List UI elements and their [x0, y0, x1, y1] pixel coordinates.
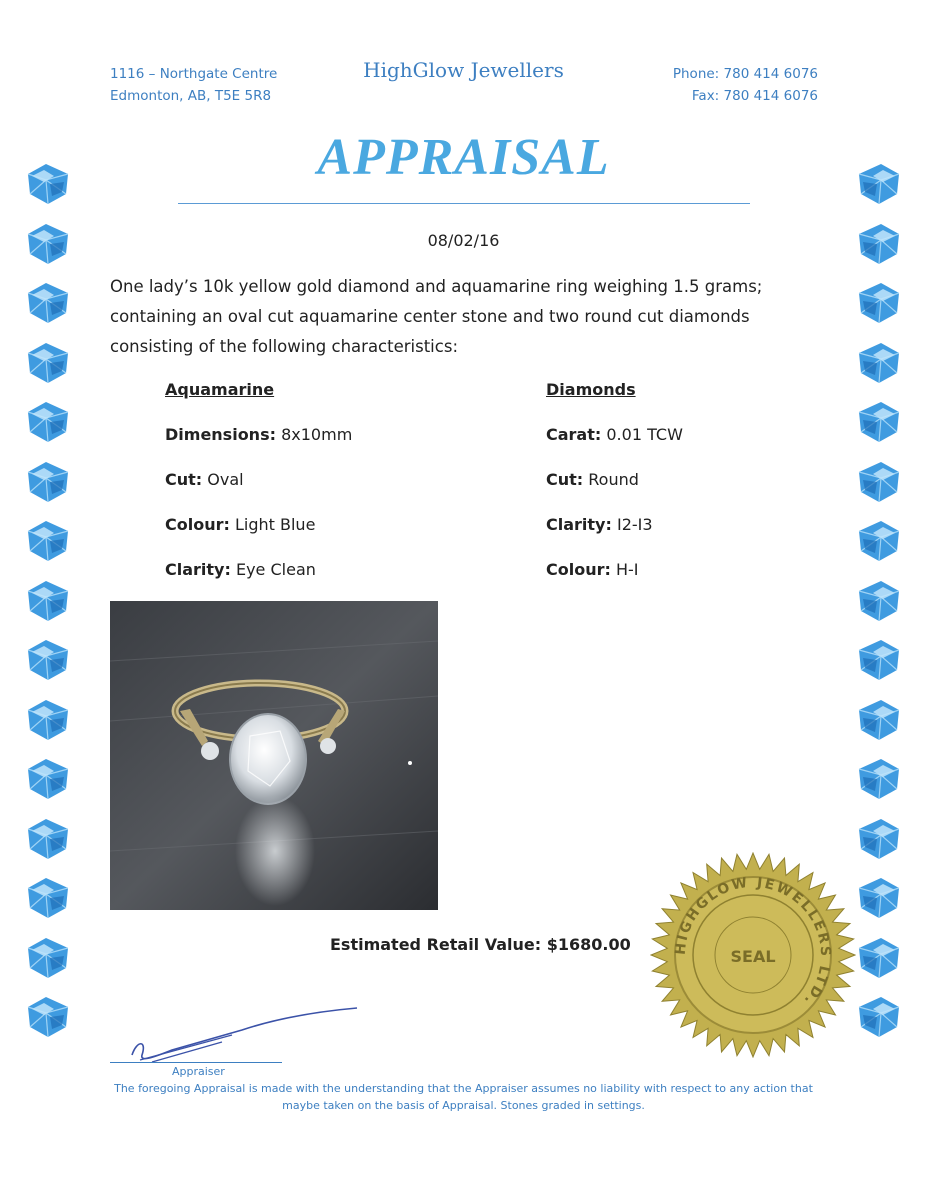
- phone-number: Phone: 780 414 6076: [672, 66, 818, 82]
- diamonds-cut: [546, 470, 639, 489]
- gem-icon: [24, 993, 72, 1045]
- gem-icon: [24, 339, 72, 391]
- diamonds-colour: [546, 560, 639, 579]
- diamonds-carat: [546, 425, 683, 444]
- field-value: Round: [588, 470, 639, 489]
- seal-text: HIGHGLOW JEWELLERS LTD.: [672, 874, 834, 1010]
- aquamarine-cut: [165, 470, 244, 489]
- gem-icon: [24, 934, 72, 986]
- field-label: Clarity:: [165, 560, 231, 579]
- diamonds-clarity: [546, 515, 653, 534]
- field-value: H-I: [615, 560, 639, 579]
- gem-icon: [855, 160, 903, 212]
- field-label: Cut:: [546, 470, 584, 489]
- gem-icon: [24, 577, 72, 629]
- gem-icon: [24, 220, 72, 272]
- gold-seal: [650, 852, 856, 1058]
- description-line: One lady’s 10k yellow gold diamond and aquamarine ring weighing 1.5 grams;: [110, 277, 763, 296]
- aquamarine-clarity: [165, 560, 316, 579]
- gem-icon: [855, 874, 903, 926]
- title-divider: [178, 203, 750, 204]
- field-label: Colour:: [546, 560, 611, 579]
- gem-icon: [855, 636, 903, 688]
- gem-icon: [855, 696, 903, 748]
- disclaimer: [100, 1080, 827, 1114]
- aquamarine-heading: Aquamarine: [165, 380, 275, 399]
- field-value: 0.01 TCW: [606, 425, 683, 444]
- gem-icon: [24, 458, 72, 510]
- description-line: containing an oval cut aquamarine center stone and two round cut diamonds: [110, 307, 750, 326]
- address-line-2: Edmonton, AB, T5E 5R8: [110, 88, 272, 104]
- diamonds-heading: Diamonds: [546, 380, 636, 399]
- field-label: Clarity:: [546, 515, 612, 534]
- item-description: [110, 272, 810, 362]
- address-line-1: 1116 – Northgate Centre: [110, 66, 278, 82]
- gem-icon: [855, 993, 903, 1045]
- appraisal-date: 08/02/16: [427, 231, 500, 250]
- field-label: Carat:: [546, 425, 602, 444]
- seal-center-text: SEAL: [730, 947, 776, 966]
- field-value: Light Blue: [234, 515, 316, 534]
- fax-number: Fax: 780 414 6076: [691, 88, 818, 104]
- signature-line: [110, 1062, 282, 1063]
- gem-icon: [24, 696, 72, 748]
- field-value: 8x10mm: [281, 425, 353, 444]
- gem-icon: [855, 517, 903, 569]
- document-title: APPRAISAL: [317, 129, 610, 186]
- gem-icon: [24, 398, 72, 450]
- estimated-retail-value: Estimated Retail Value: $1680.00: [330, 935, 631, 954]
- ring-photo: [110, 601, 438, 910]
- gem-icon: [24, 874, 72, 926]
- gem-icon: [24, 160, 72, 212]
- gem-icon: [24, 279, 72, 331]
- field-label: Colour:: [165, 515, 230, 534]
- field-value: I2-I3: [616, 515, 653, 534]
- gem-icon: [24, 815, 72, 867]
- gem-icon: [855, 398, 903, 450]
- gem-icon: [24, 636, 72, 688]
- description-line: consisting of the following characteristics:: [110, 337, 458, 356]
- gem-icon: [855, 934, 903, 986]
- field-label: Dimensions:: [165, 425, 276, 444]
- gem-icon: [855, 279, 903, 331]
- gem-icon: [855, 458, 903, 510]
- field-label: Cut:: [165, 470, 203, 489]
- gem-icon: [855, 577, 903, 629]
- aquamarine-dimensions: [165, 425, 352, 444]
- aquamarine-colour: [165, 515, 315, 534]
- gem-icon: [24, 755, 72, 807]
- gem-icon: [24, 517, 72, 569]
- field-value: Eye Clean: [235, 560, 316, 579]
- appraiser-label: Appraiser: [172, 1065, 225, 1078]
- gem-icon: [855, 220, 903, 272]
- field-value: Oval: [207, 470, 244, 489]
- gem-icon: [855, 755, 903, 807]
- disclaimer-line: The foregoing Appraisal is made with the understanding that the Appraiser assumes no liability with respect to any action that: [114, 1082, 813, 1095]
- gem-icon: [855, 339, 903, 391]
- gem-icon: [855, 815, 903, 867]
- store-contact: [673, 63, 818, 107]
- disclaimer-line: maybe taken on the basis of Appraisal. Stones graded in settings.: [282, 1099, 645, 1112]
- brand-name: HighGlow Jewellers: [363, 58, 564, 82]
